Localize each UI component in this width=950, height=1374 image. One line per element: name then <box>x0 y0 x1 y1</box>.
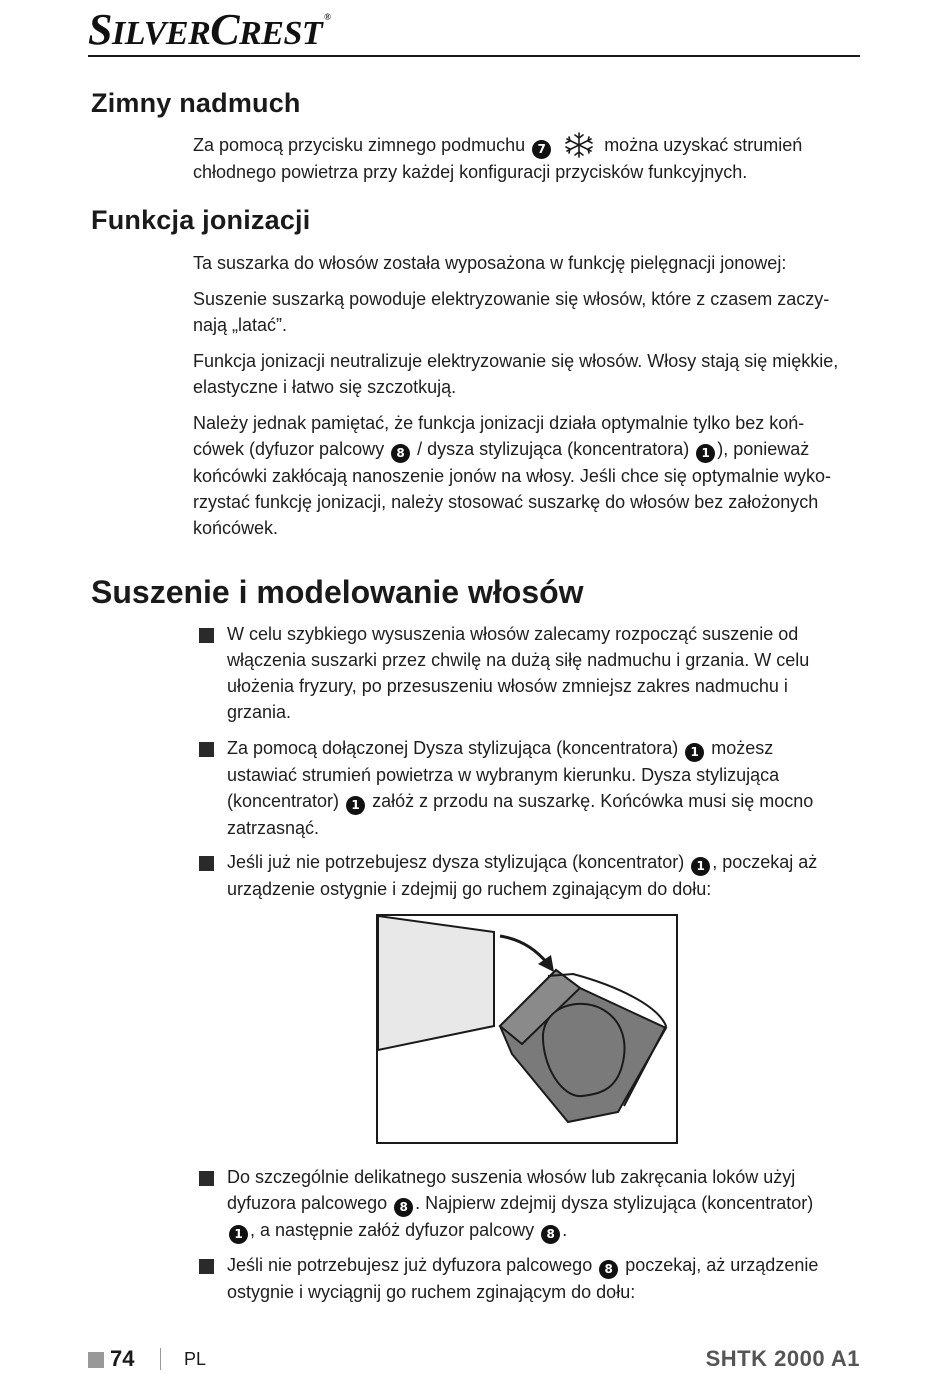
number-badge: 1 <box>346 796 365 815</box>
number-badge: 1 <box>691 857 710 876</box>
number-badge: 8 <box>391 444 410 463</box>
number-badge: 1 <box>229 1225 248 1244</box>
number-badge: 1 <box>696 444 715 463</box>
number-badge: 7 <box>532 140 551 159</box>
number-badge: 8 <box>394 1198 413 1217</box>
model-number: SHTK 2000 A1 <box>705 1346 860 1371</box>
cold-air-paragraph: Za pomocą przycisku zimnego podmuchu 7 można uzyskać strumień chłodnego powietrza przy każdej konfiguracji przycisków funkcyjnych. <box>193 132 863 185</box>
arrow-line <box>500 936 548 964</box>
page-number: 74 <box>110 1346 135 1371</box>
page-footer <box>88 1346 860 1374</box>
bullet-square-icon <box>199 628 214 643</box>
number-badge: 8 <box>541 1225 560 1244</box>
concentrator-removal-figure <box>376 914 678 1144</box>
illustration <box>378 916 676 1142</box>
ion-paragraph-4: Należy jednak pamiętać, że funkcja jonizacji działa optymalnie tylko bez koń- cówek (dyfuzor palcowy 8 / dysza stylizująca (koncentratora) 1 ), ponieważ końcówki zakłócają nanoszenie jonów na włosy. Jeśli chce się optymalnie wyko- rzystać funkcję jonizacji, należy stosować suszarkę do włosów bez założonych końcówek. <box>193 413 831 538</box>
number-badge: 8 <box>599 1260 618 1279</box>
ion-paragraph-1: Ta suszarka do włosów została wyposażona w funkcję pielęgnacji jonowej: <box>193 253 787 273</box>
heading-ionization: Funkcja jonizacji <box>91 205 311 235</box>
footer-divider <box>160 1348 161 1370</box>
ion-paragraph-2: Suszenie suszarką powoduje elektryzowanie się włosów, które z czasem zaczy- nają „latać”. <box>193 289 830 335</box>
snowflake-icon <box>562 132 596 158</box>
language-code: PL <box>184 1349 207 1369</box>
bullet-square-icon <box>199 856 214 871</box>
bullet-square-icon <box>199 742 214 757</box>
number-badge: 1 <box>685 743 704 762</box>
brand-logo: SILVERCREST ® <box>88 5 331 54</box>
heading-cold-air: Zimny nadmuch <box>91 88 301 118</box>
header-rule <box>88 55 860 57</box>
ion-paragraph-3: Funkcja jonizacji neutralizuje elektryzowanie się włosów. Włosy stają się miękkie, elastyczne i łatwo się szczotkują. <box>193 351 839 397</box>
bullet-square-icon <box>199 1259 214 1274</box>
heading-drying-styling: Suszenie i modelowanie włosów <box>91 574 584 610</box>
footer-square-icon <box>88 1352 104 1368</box>
dryer-body <box>378 916 494 1050</box>
bullet-square-icon <box>199 1171 214 1186</box>
